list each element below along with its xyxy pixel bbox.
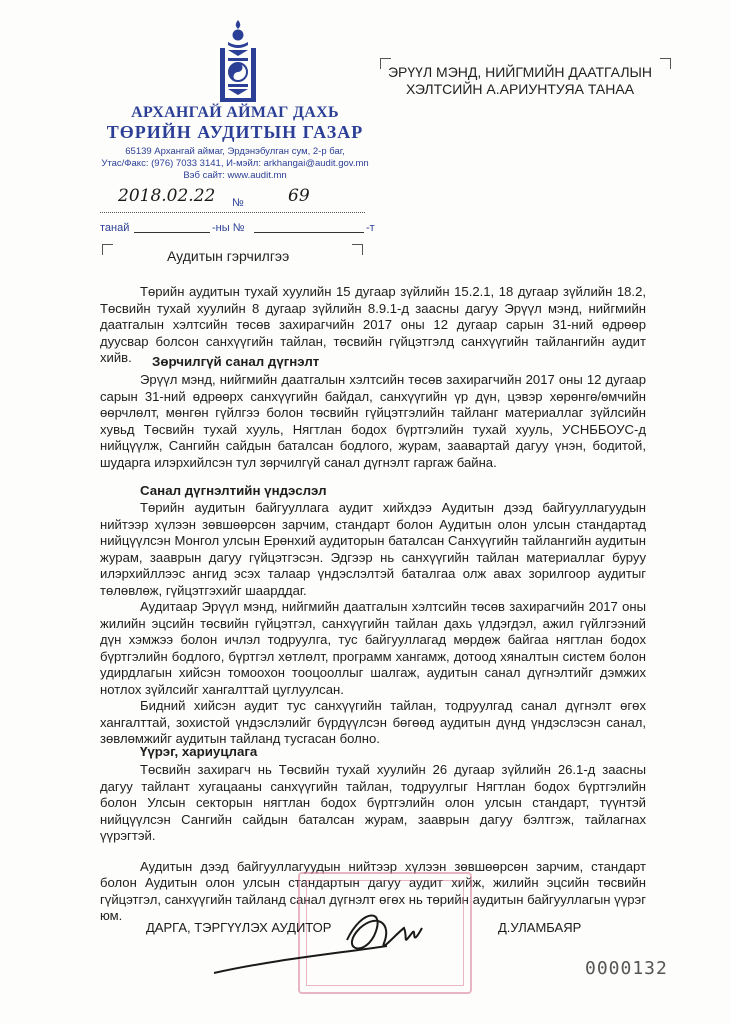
- handwritten-signature-icon: [212, 888, 462, 988]
- handwritten-date: 2018.02.22: [118, 186, 216, 206]
- serial-number: 0000132: [585, 958, 668, 979]
- number-label: №: [232, 197, 244, 209]
- opinion-section: [100, 372, 646, 471]
- your-number-label: -ны №: [212, 222, 245, 234]
- responsibility-text-1: Төсвийн захирагч нь Төсвийн тухай хуулийн 26 дугаар зүйлийн 26.1-д заасны дагуу тайлант хугацааны санхүүгийн тайлан, тодруулгыг Нягтлан бодох бүртгэлийн болон Улсын секторын нягтлан бодох бүртгэлийн олон улсын стандарт, түүнтэй нийцүүлсэн Сангийн сайдын баталсан журам, зааврын дагуу бэлтгэж, тайлагнах үүрэгтэй.: [100, 762, 646, 843]
- opinion-text: Эрүүл мэнд, нийгмийн даатгалын хэлтсийн төсөв захирагчийн 2017 оны 12 дугаар сарын 31-ний өдрөөрх санхүүгийн байдал, санхүүгийн үр дүн, цэвэр хөрөнгө/өмчийн өөрчлөлт, мөнгөн гүйлгээ болон төсвийн гүйцэтгэлийн тайланг материаллаг зүйлсийн хувьд Төсвийн тухай хууль, Нягтлан бодох бүртгэлийн тухай хууль, УСНББОУС-д нийцүүлж, Сангийн сайдын баталсан бодлого, журам, заавартай дагуу үнэн, бодитой, шударга илэрхийлсэн тул зөрчилгүй санал дүгнэлт гаргаж байна.: [100, 372, 646, 470]
- section-heading-responsibility: Үүрэг, хариуцлага: [140, 744, 258, 759]
- your-date-line: [134, 216, 210, 233]
- recipient-line1: ЭРҮҮЛ МЭНД, НИЙГМИЙН ДААТГАЛЫН: [387, 64, 653, 80]
- recipient-line2: ХЭЛТСИЙН А.АРИУНТУЯА ТАНАА: [405, 81, 635, 97]
- responsibility-text-2: Аудитын дээд байгууллагуудын нийтээр хүлээн зөвшөөрсөн зарчим, стандарт болон Аудитын олон улсын стандартын дагуу аудит хийж, жилийн эцсийн төсвийн гүйцэтгэл, санхүүгийн тайланд санал дүгнэлт өгөх нь төрийн аудитын байгууллагын үүрэг юм.: [100, 858, 646, 923]
- corner-mark: [102, 244, 113, 255]
- basis-section: [100, 500, 646, 748]
- org-name-line2: ТӨРИЙН АУДИТЫН ГАЗАР: [106, 122, 364, 142]
- your-number-line: [254, 216, 364, 233]
- section-heading-basis: Санал дүгнэлтийн үндэслэл: [140, 483, 327, 498]
- soyombo-emblem-icon: [218, 20, 258, 104]
- recipient-block: [372, 64, 668, 98]
- your-ref-end: -т: [366, 222, 375, 234]
- org-address: 65139 Архангай аймаг, Эрдэнэбулган сум, 2-р баг,: [125, 146, 345, 157]
- basis-text-1: Төрийн аудитын байгууллага аудит хийхдээ Аудитын дээд байгууллагуудын нийтээр хүлээн зөвшөөрсөн зарчим, стандарт болон Аудитын олон улсын стандартад нийцүүлсэн Монгол улсын Ерөнхий аудиторын баталсан Санхүүгийн тайлангийн аудитын журам, зааврын дагуу гүйцэтгэсэн. Эдгээр нь санхүүгийн тайлан материаллаг буруу илэрхийллээс ангид эсэх талаар үндэслэлтэй баталгаа олж авах зорилгоор аудитыг төлөвлөж, гүйцэтгэхийг шаарддаг.: [100, 500, 646, 598]
- signatory-name: Д.УЛАМБАЯР: [498, 920, 582, 935]
- org-website: Вэб сайт: www.audit.mn: [183, 170, 287, 181]
- your-ref-label: танай: [100, 222, 130, 234]
- org-contact: Утас/Факс: (976) 7033 3141, И-мэйл: arkhangai@audit.gov.mn: [101, 158, 369, 169]
- section-heading-opinion: Зөрчилгүй санал дүгнэлт: [152, 354, 320, 369]
- intro-text: Төрийн аудитын тухай хуулийн 15 дугаар зүйлийн 15.2.1, 18 дугаар зүйлийн 18.2, Төсвийн тухай хуулийн 8 дугаар зүйлийн 8.9.1-д заасны дагуу Эрүүл мэнд, нийгмийн даатгалын хэлтсийн төсөв захирагчийн 2017 оны 12 дугаар сарын 31-ний өдрөөр дуусвар болсон санхүүгийн тайлан, төсвийн гүйцэтгэлд санхүүгийн тайлангийн аудит хийв.: [100, 284, 646, 365]
- subject-title: Аудитын гэрчилгээ: [167, 248, 290, 264]
- basis-text-3: Бидний хийсэн аудит тус санхүүгийн тайлан, тодруулгад санал дүгнэлт өгөх хангалттай, зохистой үндэслэлийг бүрдүүлсэн бөгөөд аудитын дүнд үндэслэсэн санал, зөвлөмжийг аудитын тайланд тусгасан болно.: [100, 698, 646, 746]
- handwritten-number: 69: [288, 186, 310, 206]
- signature-title: ДАРГА, ТЭРГҮҮЛЭХ АУДИТОР: [146, 920, 332, 935]
- corner-mark: [352, 244, 363, 255]
- org-name-line1: АРХАНГАЙ АЙМАГ ДАХЬ: [131, 104, 339, 121]
- basis-text-2: Аудитаар Эрүүл мэнд, нийгмийн даатгалын хэлтсийн төсөв захирагчийн 2017 оны жилийн эцсийн төсвийн гүйцэтгэл, санхүүгийн тайлан дахь үлдэгдэл, ажил гүйлгээний дүн хэмжээ болон ичлэл тодруулга, тус байгууллагад мөрдөж байгаа нягтлан бодох бүртгэлийн бодлого, бүртгэл хөтлөлт, программ хангамж, дотоод хяналтын систем болон удирдлагын хийсэн томоохон тооцооллыг шалгаж, аудитын санал дүгнэлтийг дэмжих нотлох зүйлсийг хангалттай цуглуулсан.: [100, 599, 646, 697]
